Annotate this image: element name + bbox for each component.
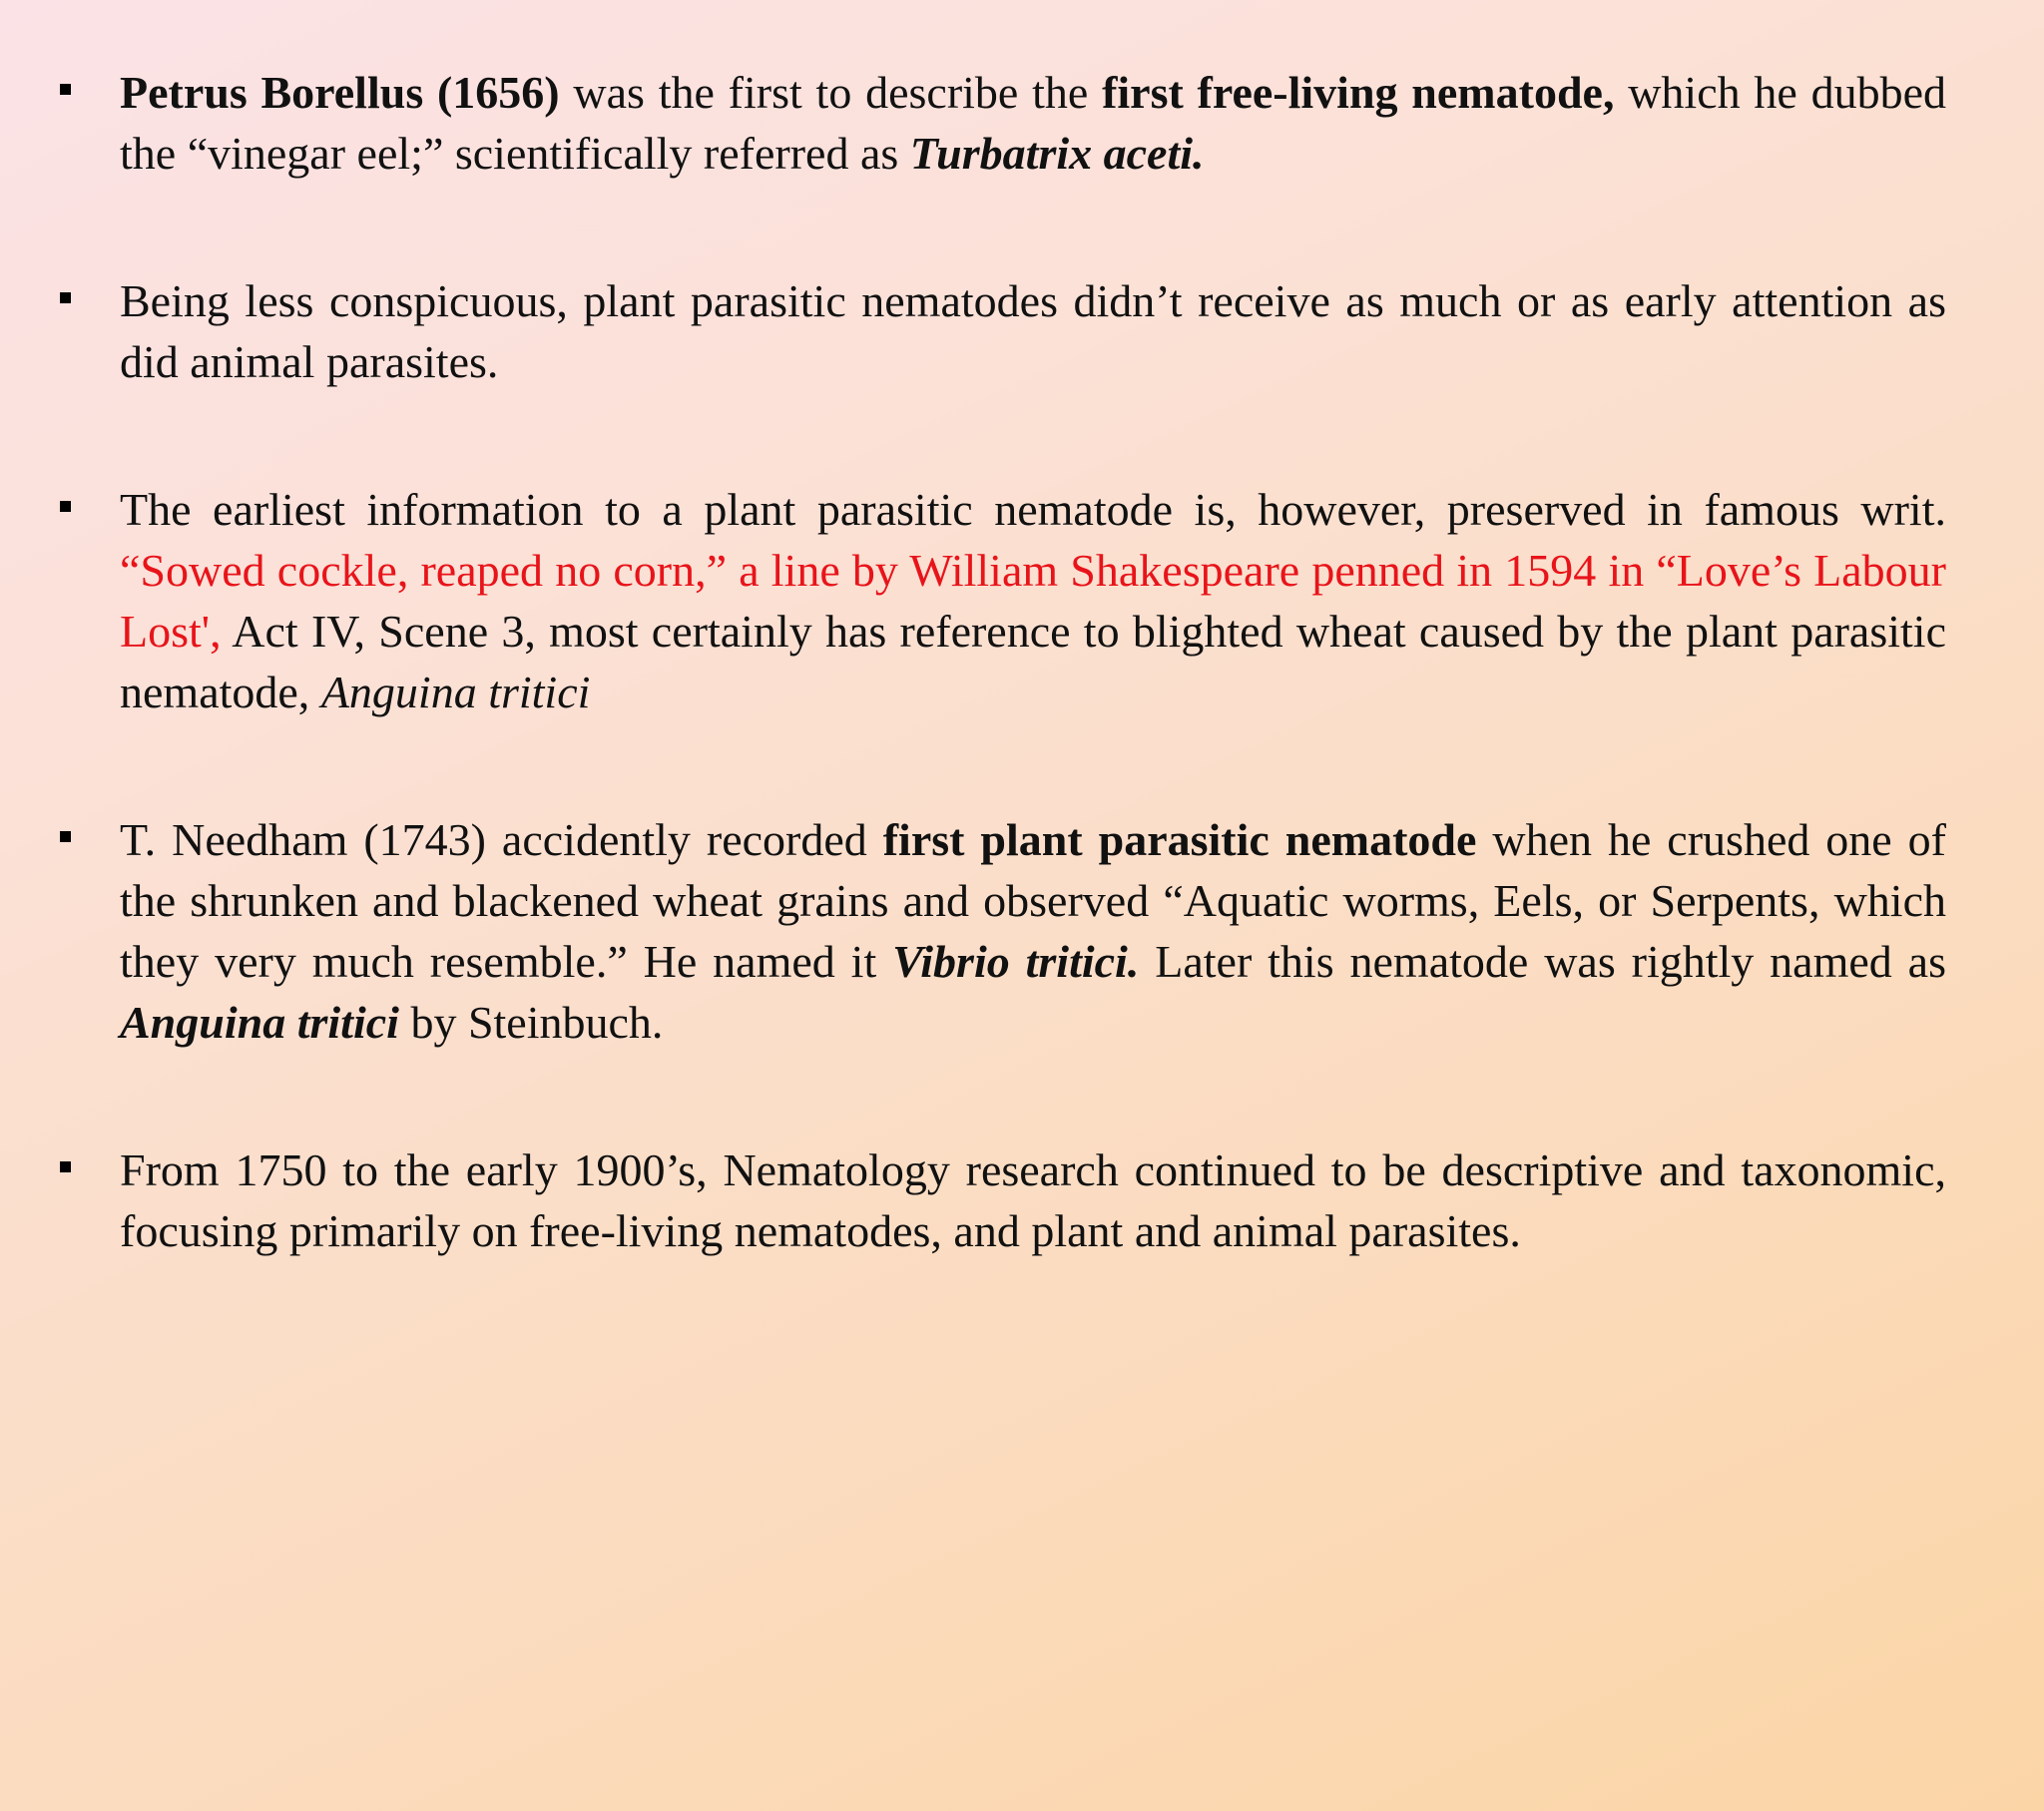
segment-text: Later this nematode was rightly named as — [1139, 936, 1947, 987]
segment-text: Act IV, Scene 3, most certainly has reference to blighted wheat caused by the plant parasitic nematode, — [120, 606, 1946, 717]
species-name: Vibrio tritici. — [892, 936, 1140, 987]
segment-text: T. Needham (1743) accidently recorded — [120, 814, 883, 865]
square-bullet-icon — [60, 1161, 71, 1172]
segment-text: Petrus Borellus (1656) — [120, 67, 560, 118]
segment-text: which he dubbed the “vinegar eel;” scientifically referred as — [120, 67, 1946, 179]
square-bullet-icon — [60, 831, 71, 842]
square-bullet-icon — [60, 84, 71, 95]
bullet-borellus — [58, 62, 1946, 184]
segment-text: Being less conspicuous, plant parasitic nematodes didn’t receive as much or as early attention as did animal parasites. — [120, 275, 1946, 387]
bullet-less-conspicuous — [58, 270, 1946, 392]
segment-text: first free-living nematode, — [1102, 67, 1615, 118]
bullet-shakespeare — [58, 479, 1946, 722]
square-bullet-icon — [60, 292, 71, 303]
square-bullet-icon — [60, 501, 71, 512]
species-name: Anguina tritici — [120, 997, 399, 1048]
segment-text: first plant parasitic nematode — [882, 814, 1477, 865]
bullet-list — [58, 62, 1946, 1348]
segment-text: by Steinbuch. — [398, 997, 664, 1048]
bullet-1750-1900 — [58, 1139, 1946, 1261]
segment-text: when he crushed one of the shrunken and blackened wheat grains and observed “Aquatic worms, Eels, or Serpents, which they very much resemble.” He named it — [120, 814, 1946, 987]
segment-text: From 1750 to the early 1900’s, Nematology research continued to be descriptive and taxonomic, focusing primarily on free-living nematodes, and plant and animal parasites. — [120, 1144, 1946, 1256]
segment-text: The earliest information to a plant parasitic nematode is, however, preserved in famous writ. — [120, 484, 1946, 535]
segment-text: was the first to describe the — [559, 67, 1103, 118]
quote-text: “Sowed cockle, reaped no corn,” a line by William Shakespeare penned in 1594 in “Love’s Labour Lost', — [120, 545, 1946, 657]
segment-text: Turbatrix aceti. — [909, 128, 1205, 179]
bullet-needham — [58, 809, 1946, 1053]
species-name: Anguina tritici — [320, 667, 591, 717]
